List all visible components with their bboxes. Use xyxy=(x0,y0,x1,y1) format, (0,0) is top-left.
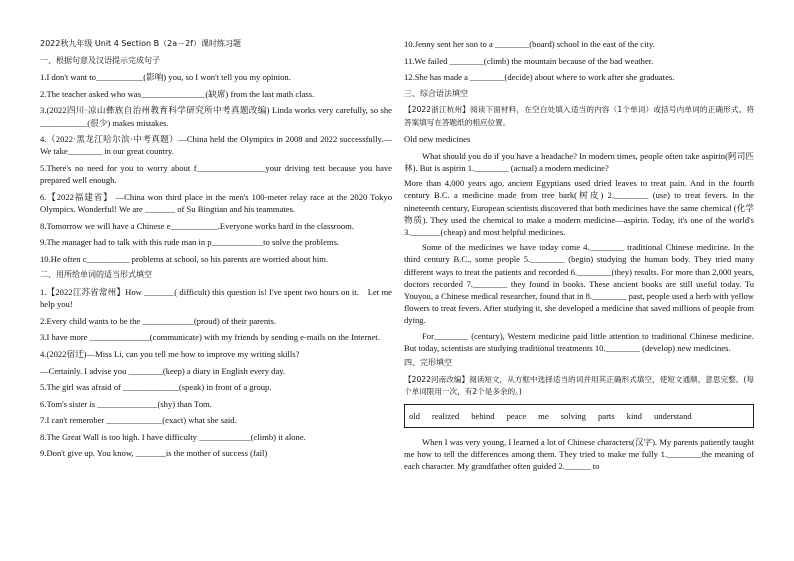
question: 7.I can't remember _____________(exact) what she said. xyxy=(40,415,237,426)
section-4-heading: 四、完形填空 xyxy=(404,358,452,368)
question: 8.Tomorrow we will have a Chinese e___________.Everyone works hard in the classroom. xyxy=(40,220,354,231)
word-bank-box xyxy=(404,404,754,428)
question: 9.The manager had to talk with this rude man in p____________to solve the problems. xyxy=(40,237,340,248)
question: 11.We failed ________(climb) the mountain because of the bad weather. xyxy=(404,55,654,66)
word-bank-item: kind xyxy=(626,410,642,421)
left-column xyxy=(40,38,392,464)
question: 3.(2022四川·凉山彝族自治州教育科学研究所中考真题改编) Linda works very carefully, so she ___________(很少) makes mistakes. xyxy=(40,105,392,128)
question: 12.She has made a ________(decide) about where to work after she graduates. xyxy=(404,72,675,83)
passage-paragraph: Some of the medicines we have today come 4.________ traditional Chinese medicine. In the third century B.C., some people 5.________ (begin) studying the human body. They tried many different ways to treat the patients and recorded 6.________(they) results. For more than 2,000 years, doctors recorded 7.________ they found in books. These ancient books are still useful today. Tu Youyou, a Chinese medical researcher, found that in 8.________ past, people used a herb with yellow flowers to treat fevers. After studying it, she developed a medicine that saved millions of people from dying. xyxy=(404,242,754,326)
word-bank-item: behind xyxy=(471,410,495,421)
cloze-paragraph: When I was very young, I learned a lot of Chinese characters(汉字). My parents patiently taught me how to tell the differences among them. They tried to make me fully 1.________the meaning of each character. My grandfather often guided 2.______ to xyxy=(404,437,754,472)
question: 2.The teacher asked who was_______________(缺席) from the last math class. xyxy=(40,88,315,99)
question: 9.Don't give up. You know, _______is the mother of success (fail) xyxy=(40,448,268,459)
question: 1.【2022江苏省常州】How _______( difficult) this question is! I've spent two hours on it. Let me help you! xyxy=(40,286,392,310)
right-column xyxy=(404,38,754,476)
question: 4.（2022·黑龙江哈尔滨·中考真题）—China held the Olympics in 2008 and 2022 successfully.—We take________ in our great country. xyxy=(40,134,392,157)
section-3-heading: 三、综合语法填空 xyxy=(404,88,468,98)
section-4-instructions: 【2022河南改编】阅读短文，从方框中选择适当的词并用其正确形式填空，使短文通顺、意思完整。(每个单词限用一次，有2个是多余的。) xyxy=(404,374,754,396)
word-bank-item: peace xyxy=(506,410,527,421)
question: 5.There's no need for you to worry about f________________your driving test because you have prepared well enough. xyxy=(40,162,392,186)
passage-paragraph: For________ (century), Western medicine paid little attention to traditional Chinese medicine. But today, scientists are studying traditional treatments 10.________ (develop) new medicines. xyxy=(404,330,754,353)
question: 6.【2022福建省】 —China won third place in the men's 100-meter relay race at the 2020 Tokyo Olympics. Wonderful! We are _______ of Su Bingtian and his teammates. xyxy=(40,191,392,214)
passage-paragraph: What should you do if you have a headache? In modern times, people often take aspirin(阿司匹林). But is aspirin 1.________ (actual) a modern medicine? xyxy=(404,150,754,173)
passage-paragraph: More than 4,000 years ago, ancient Egyptians used dried leaves to treat pain. And in the fourth century B.C. a medicine made from tree bark(树皮) 2.________ (use) to treat fevers. In the nineteenth century, European scientists discovered that both medicines have the same chemical (化学物质). They used the chemical to make a modern medicine—aspirin. Today, it's one of the world's 3._______(cheap) and most helpful medicines. xyxy=(404,178,754,237)
section-1-heading: 一、根据句意及汉语提示完成句子 xyxy=(40,55,160,65)
question: 1.I don't want to___________(影响) you, so I won't tell you my opinion. xyxy=(40,72,291,83)
word-bank-item: understand xyxy=(653,410,692,421)
passage-title: Old new medicines xyxy=(404,134,471,145)
question: 6.Tom's sister is ______________(shy) than Tom. xyxy=(40,398,212,409)
question: 3.I have more ______________(communicate) with my friends by sending e-mails on the Internet. xyxy=(40,332,380,343)
question: 4.(2022宿迁)—Miss Li, can you tell me how to improve my writing skills? xyxy=(40,348,300,359)
word-bank-item: realized xyxy=(431,410,460,421)
question: 10.Jenny sent her son to a ________(board) school in the east of the city. xyxy=(404,39,655,49)
question: 2.Every child wants to be the ____________(proud) of their parents. xyxy=(40,315,277,326)
word-bank-item: old xyxy=(409,410,420,421)
word-bank-item: parts xyxy=(597,410,615,421)
question: —Certainly. I advise you ________(keep) a diary in English every day. xyxy=(40,365,286,376)
section-3-instructions: 【2022浙江杭州】阅读下面材料，在空白处填入适当的内容（1个单词）或括号内单词的正确形式。将答案填写在答题纸的相应位置。 xyxy=(404,105,754,127)
word-bank-item: me xyxy=(538,410,549,421)
section-2-heading: 二、用所给单词的适当形式填空 xyxy=(40,270,152,280)
question: 5.The girl was afraid of _____________(speak) in front of a group. xyxy=(40,382,272,393)
question: 8.The Great Wall is too high. I have difficulty ____________(climb) it alone. xyxy=(40,431,306,442)
worksheet-title: 2022秋九年级 Unit 4 Section B（2a－2f）课时练习题 xyxy=(40,39,242,48)
word-bank-item: solving xyxy=(560,410,586,421)
question: 10.He often c__________ problems at school, so his parents are worried about him. xyxy=(40,253,329,264)
